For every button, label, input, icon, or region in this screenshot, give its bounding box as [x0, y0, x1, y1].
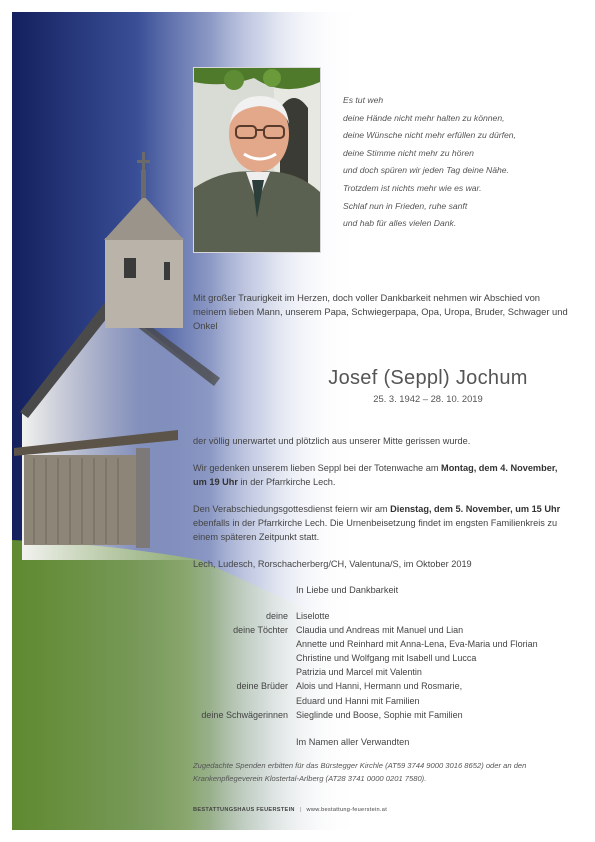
family-names: Sieglinde und Boose, Sophie mit Familien [296, 709, 463, 720]
places-date: Lech, Ludesch, Rorschacherberg/CH, Valentuna/S, im Oktober 2019 [193, 559, 472, 569]
family-names: Eduard und Hanni mit Familien [296, 695, 420, 706]
footer-website: www.bestattung-feuerstein.at [306, 807, 388, 813]
wake-text-end: in der Pfarrkirche Lech. [237, 477, 336, 487]
poem-line: deine Hände nicht mehr halten zu können, [343, 112, 505, 123]
family-names: Alois und Hanni, Hermann und Rosmarie, [296, 681, 463, 692]
family-label [180, 694, 296, 708]
service-text-end: ebenfalls in der Pfarrkirche Lech. Die Urnenbeisetzung findet im engsten Familienkreis zu einem späteren Zeitpunkt statt. [193, 518, 558, 542]
family-row [180, 708, 580, 722]
wake-text-start: Wir gedenken unserem lieben Seppl bei der Totenwache am [193, 463, 442, 473]
wake-date: Montag, dem 4. November, um 19 Uhr [193, 463, 558, 487]
family-row [180, 609, 580, 623]
donation-note: Zugedachte Spenden erbitten für das Bürstegger Kirchle (AT59 3744 9000 3016 8652) oder an den Krankenpflegeverein Klostertal-Arlberg (AT28 3741 0000 0201 7580). [193, 761, 527, 783]
poem-line: deine Stimme nicht mehr zu hören [343, 147, 474, 158]
family-row [180, 694, 580, 708]
family-names: Liselotte [296, 611, 330, 621]
family-row [180, 665, 580, 679]
family-label: deine Töchter [233, 625, 288, 636]
life-dates: 25. 3. 1942 – 28. 10. 2019 [373, 393, 483, 404]
service-text [193, 502, 571, 544]
family-label: deine [265, 611, 288, 621]
family-names: Patrizia und Marcel mit Valentin [296, 667, 422, 678]
family-names: Annette und Reinhard mit Anna-Lena, Eva-Maria und Florian [296, 639, 538, 650]
poem-line: Trotzdem ist nichts mehr wie es war. [343, 182, 482, 193]
service-text-start: Den Verabschiedungsgottesdienst feiern wir am [193, 504, 391, 514]
poem-line: Es tut weh [343, 95, 384, 105]
family-row [180, 623, 580, 637]
family-names: Christine und Wolfgang mit Isabell und Lucca [296, 653, 477, 664]
poem-line: Schlaf nun in Frieden, ruhe sanft [343, 200, 468, 211]
deceased-name: Josef (Seppl) Jochum [328, 367, 528, 389]
service-date: Dienstag, dem 5. November, um 15 Uhr [390, 504, 561, 514]
wake-text [193, 461, 571, 489]
family-row [180, 679, 580, 693]
family-list [180, 609, 580, 722]
portrait-photo [193, 67, 321, 253]
family-row [180, 637, 580, 651]
poem [343, 92, 583, 233]
poem-line: und hab für alles vielen Dank. [343, 218, 457, 229]
family-names: Claudia und Andreas mit Manuel und Lian [296, 625, 464, 636]
passing-text: der völlig unerwartet und plötzlich aus unserer Mitte gerissen wurde. [193, 436, 471, 446]
intro-text: Mit großer Traurigkeit im Herzen, doch voller Dankbarkeit nehmen wir Abschied von meinem lieben Mann, unserem Papa, Schwiegerpapa, Opa, Uropa, Bruder, Schwager und Onkel [193, 292, 568, 331]
family-label [180, 665, 296, 679]
family-label [180, 651, 296, 665]
signoff: Im Namen aller Verwandten [296, 737, 410, 747]
footer [193, 807, 387, 813]
poem-line: und doch spüren wir jeden Tag deine Nähe. [343, 165, 509, 176]
family-label [180, 637, 296, 651]
poem-line: deine Wünsche nicht mehr erfüllen zu dürfen, [343, 130, 516, 141]
footer-brand: BESTATTUNGSHAUS FEUERSTEIN [193, 807, 295, 813]
family-label: deine Brüder [236, 681, 288, 692]
closing-phrase: In Liebe und Dankbarkeit [296, 585, 399, 595]
family-label: deine Schwägerinnen [201, 709, 288, 720]
family-row [180, 651, 580, 665]
footer-separator: | [299, 807, 302, 813]
